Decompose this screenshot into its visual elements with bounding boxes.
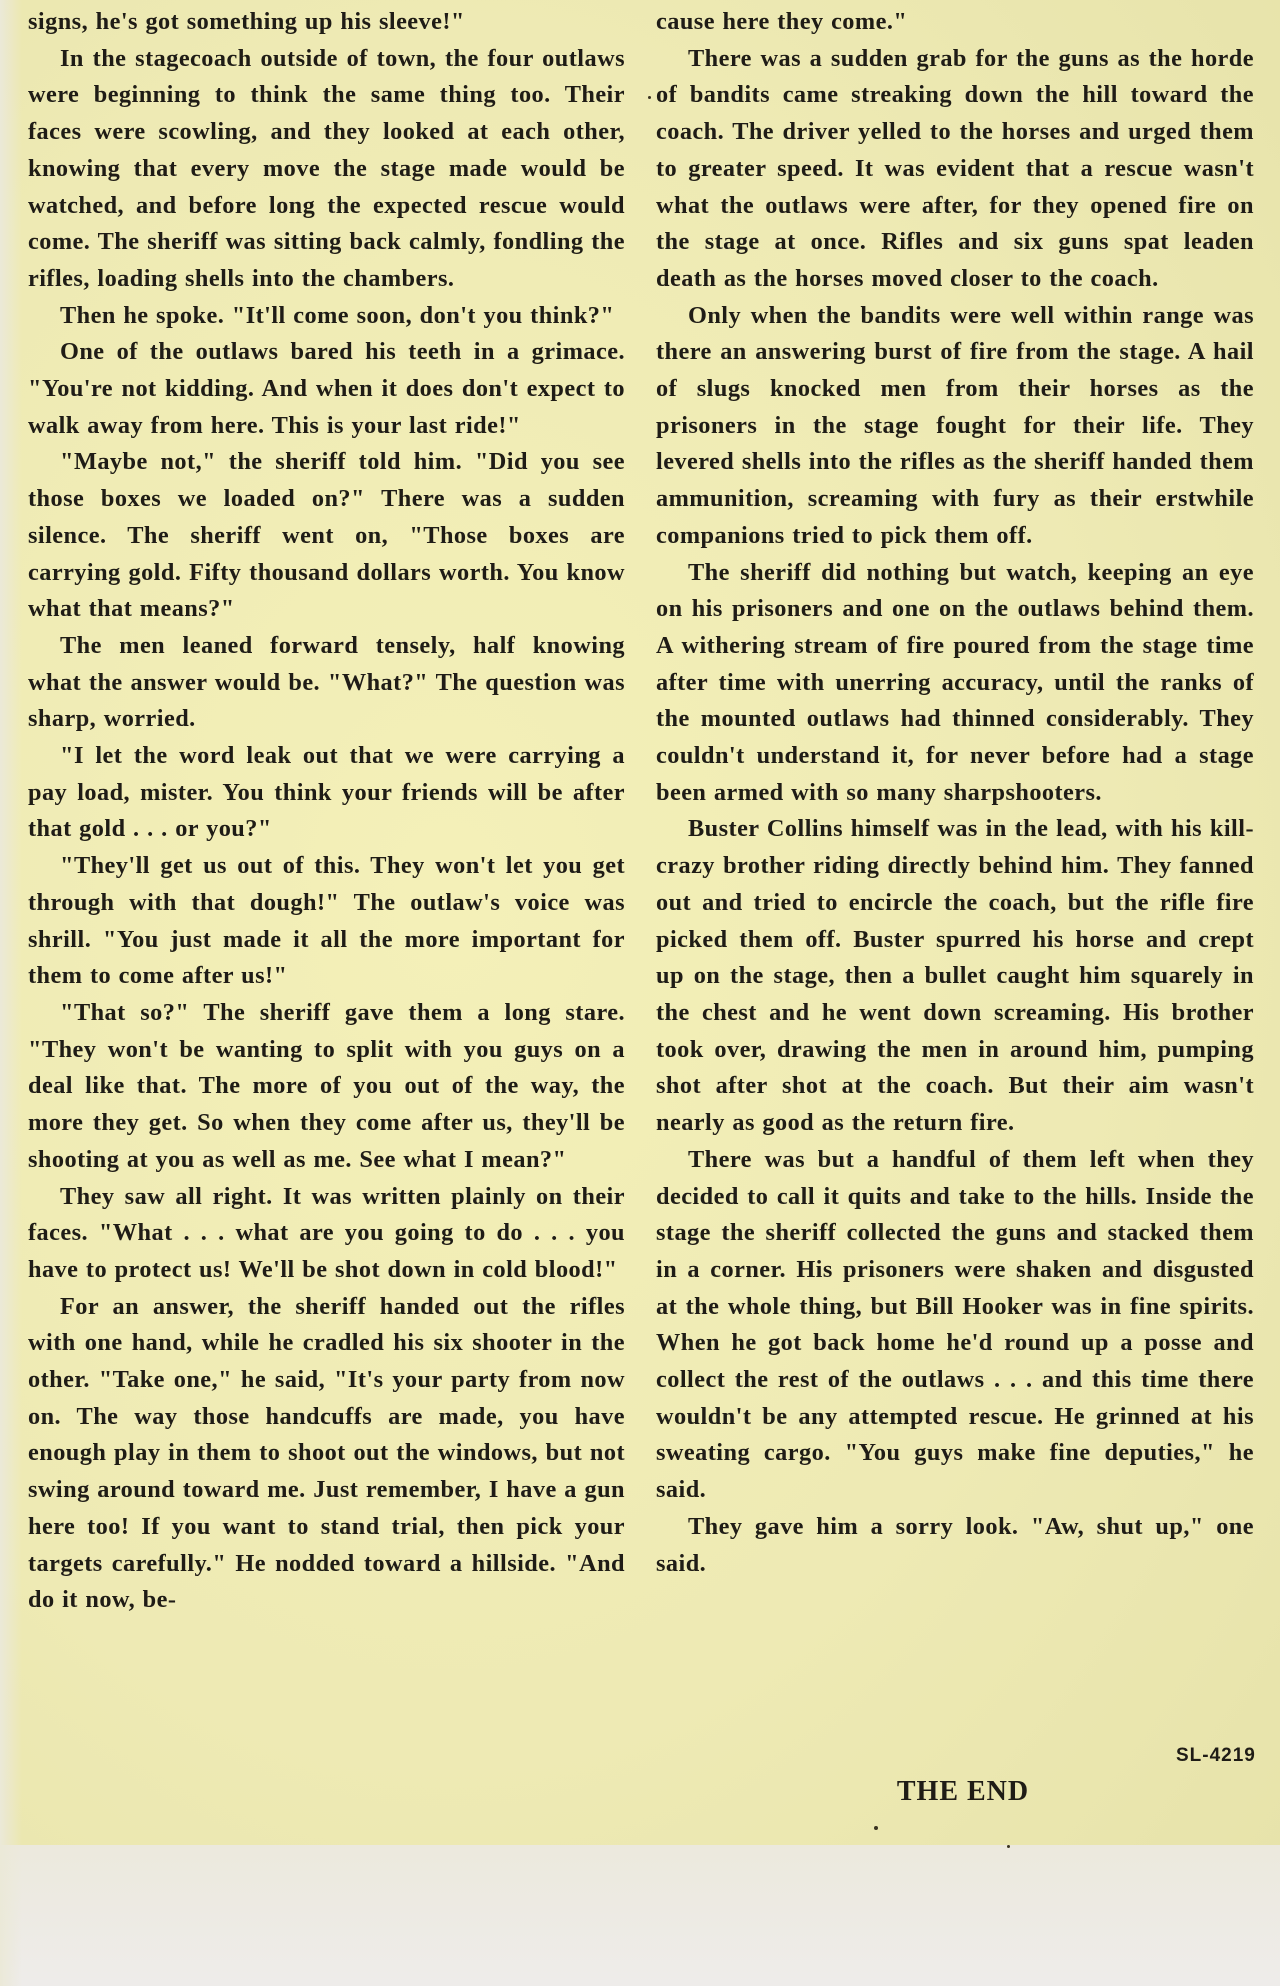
right-text-column <box>656 4 1254 1582</box>
paragraph: "Maybe not," the sheriff told him. "Did you see those boxes we loaded on?" There was a sudden silence. The sheriff went on, "Those boxes are carrying gold. Fifty thousand dollars worth. You know what that means?" <box>28 448 625 623</box>
left-text-column <box>28 4 625 1619</box>
ink-speck <box>874 1826 878 1830</box>
paragraph: They saw all right. It was written plainly on their faces. "What . . . what are you going to do . . . you have to protect us! We'll be shot down in cold blood!" <box>28 1182 625 1283</box>
page-left-edge <box>0 0 22 1986</box>
page-bottom-margin <box>0 1845 1280 1986</box>
paragraph: Only when the bandits were well within range was there an answering burst of fire from the stage. A hail of slugs knocked men from their horses as the prisoners in the stage fought for their life. They levered shells into the rifles as the sheriff handed them ammunition, screaming with fury as their erstwhile companions tried to pick them off. <box>656 301 1254 549</box>
paragraph: cause here they come." <box>656 8 908 35</box>
paragraph: There was but a handful of them left when they decided to call it quits and take to the hills. Inside the stage the sheriff collected the guns and stacked them in a corner. His prisoners were shaken and disgusted at the whole thing, but Bill Hooker was in fine spirits. When he got back home he'd round up a posse and collect the rest of the outlaws . . . and this time there wouldn't be any attempted rescue. He grinned at his sweating cargo. "You guys make fine deputies," he said. <box>656 1145 1254 1504</box>
paragraph: The sheriff did nothing but watch, keeping an eye on his prisoners and one on the outlaws behind them. A withering stream of fire poured from the stage time after time with unerring accuracy, until the ranks of the mounted outlaws had thinned considerably. They couldn't understand it, for never before had a stage been armed with so many sharpshooters. <box>656 558 1254 806</box>
ink-speck <box>648 96 651 99</box>
paragraph: "That so?" The sheriff gave them a long stare. "They won't be wanting to split with you guys on a deal like that. The more of you out of the way, the more they get. So when they come after us, they'll be shooting at you as well as me. See what I mean?" <box>28 998 625 1173</box>
paragraph: In the stagecoach outside of town, the four outlaws were beginning to think the same thing too. Their faces were scowling, and they looked at each other, knowing that every move the stage made would be watched, and before long the expected rescue would come. The sheriff was sitting back calmly, fondling the rifles, loading shells into the chambers. <box>28 44 625 292</box>
paragraph: "I let the word leak out that we were carrying a pay load, mister. You think your friends will be after that gold . . . or you?" <box>28 742 625 843</box>
story-code: SL-4219 <box>1176 1745 1256 1766</box>
paragraph: They gave him a sorry look. "Aw, shut up," one said. <box>656 1512 1254 1577</box>
paragraph: "They'll get us out of this. They won't let you get through with that dough!" The outlaw's voice was shrill. "You just made it all the more important for them to come after us!" <box>28 852 625 990</box>
ink-speck <box>1007 1845 1010 1848</box>
paragraph: The men leaned forward tensely, half knowing what the answer would be. "What?" The question was sharp, worried. <box>28 631 625 733</box>
paragraph: For an answer, the sheriff handed out the rifles with one hand, while he cradled his six shooter in the other. "Take one," he said, "It's your party from now on. The way those handcuffs are made, you have enough play in them to shoot out the windows, but not swing around toward me. Just remember, I have a gun here too! If you want to stand trial, then pick your targets carefully." He nodded toward a hillside. "And do it now, be- <box>28 1292 625 1614</box>
paragraph: One of the outlaws bared his teeth in a grimace. "You're not kidding. And when it does don't expect to walk away from here. This is your last ride!" <box>28 338 625 439</box>
paragraph: Then he spoke. "It'll come soon, don't you think?" <box>60 301 615 329</box>
paragraph: Buster Collins himself was in the lead, with his kill-crazy brother riding directly behind him. They fanned out and tried to encircle the coach, but the rifle fire picked them off. Buster spurred his horse and crept up on the stage, then a bullet caught him squarely in the chest and he went down screaming. His brother took over, drawing the men in around him, pumping shot after shot at the coach. But their aim wasn't nearly as good as the return fire. <box>656 815 1254 1137</box>
paragraph: signs, he's got something up his sleeve!" <box>28 8 465 35</box>
end-title: THE END <box>896 1776 1030 1807</box>
paragraph: There was a sudden grab for the guns as the horde of bandits came streaking down the hill toward the coach. The driver yelled to the horses and urged them to greater speed. It was evident that a rescue wasn't what the outlaws were after, for they opened fire on the stage at once. Rifles and six guns spat leaden death as the horses moved closer to the coach. <box>656 44 1254 292</box>
